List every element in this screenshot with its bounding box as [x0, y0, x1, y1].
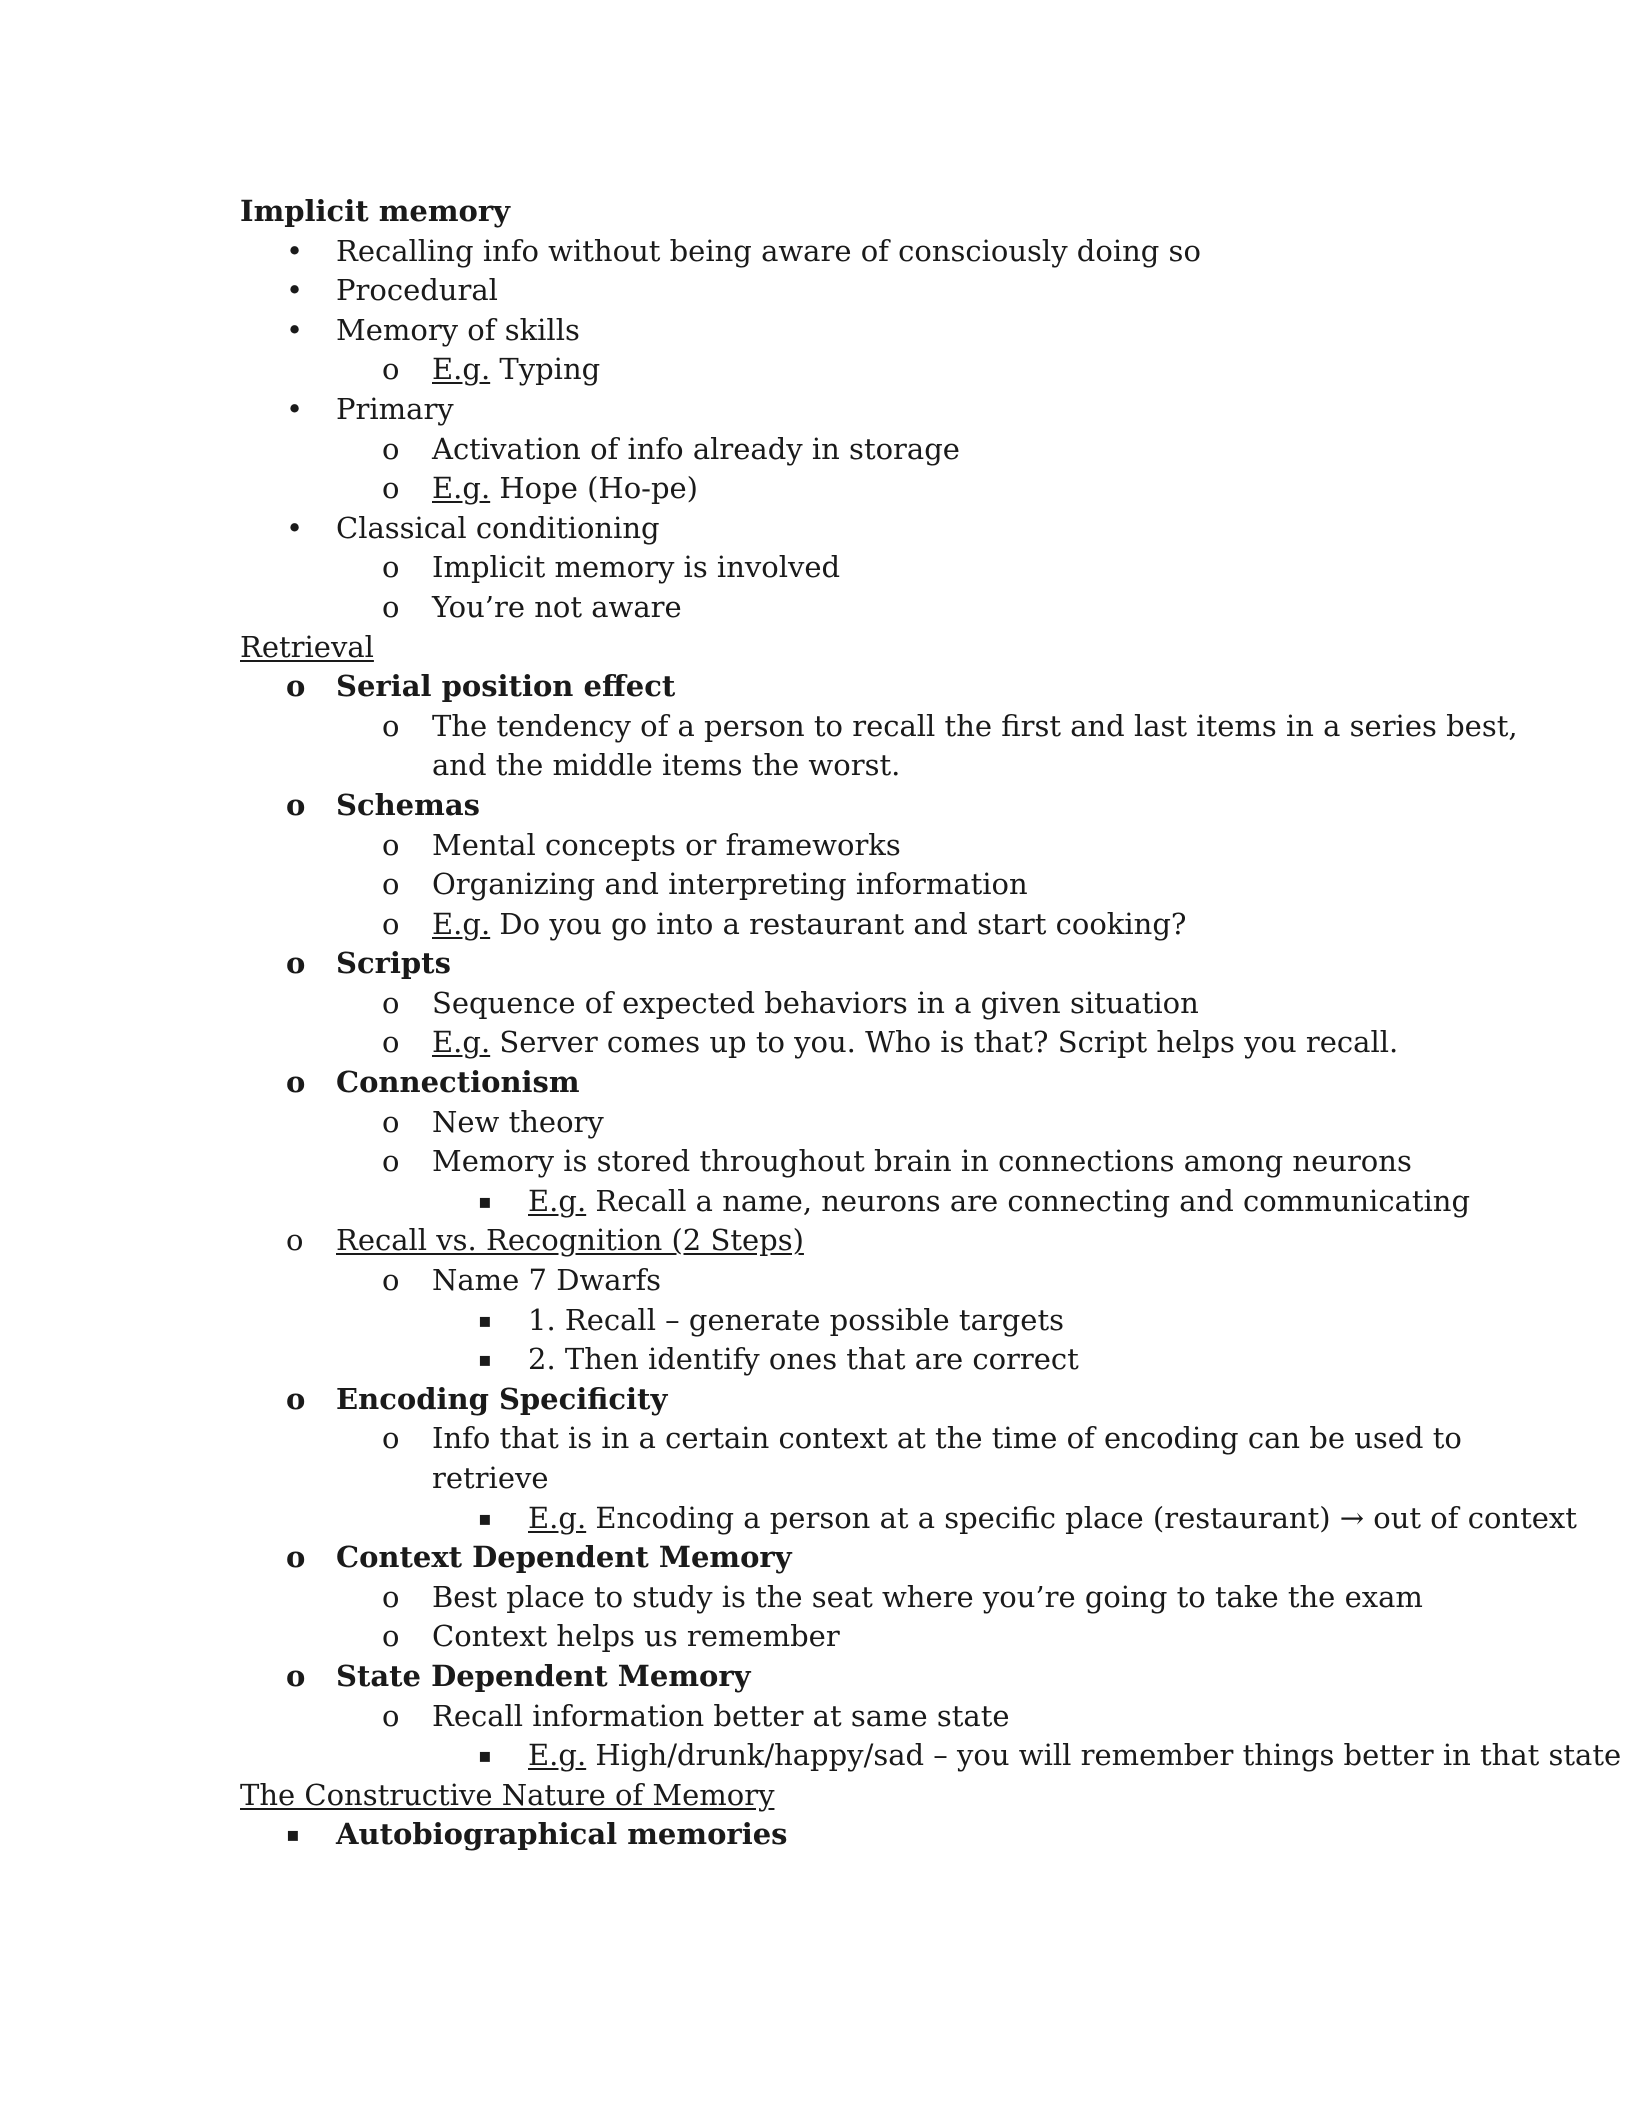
circle-marker: o — [382, 827, 400, 862]
circle-marker: o — [382, 1698, 400, 1733]
list-item — [240, 865, 1420, 905]
list-item-text: Context Dependent Memory — [336, 1540, 792, 1575]
list-item-text: Name 7 Dwarfs — [432, 1263, 662, 1298]
list-item — [240, 826, 1420, 866]
circle-marker: o — [382, 1619, 400, 1654]
list-item — [240, 232, 1420, 272]
circle-marker: o — [286, 669, 306, 704]
list-item — [240, 905, 1420, 945]
list-item-text: Hope (Ho-pe) — [490, 471, 698, 506]
list-item — [240, 984, 1420, 1024]
circle-marker: o — [382, 1025, 400, 1060]
list-item-text: Sequence of expected behaviors in a given situation — [432, 985, 1199, 1020]
example-label: E.g. — [432, 352, 491, 387]
list-item-text: Encoding Specificity — [336, 1381, 668, 1416]
list-item-text: Recall information better at same state — [432, 1698, 1010, 1733]
square-marker: ▪ — [478, 1505, 492, 1530]
list-item — [240, 786, 1420, 826]
list-item — [240, 1103, 1420, 1143]
list-item-text: Classical conditioning — [336, 510, 660, 545]
list-item — [240, 311, 1420, 351]
circle-marker: o — [382, 352, 400, 387]
list-item — [240, 1182, 1471, 1222]
circle-marker: o — [286, 1381, 306, 1416]
list-item-text: State Dependent Memory — [336, 1658, 751, 1693]
list-item-text: Activation of info already in storage — [432, 431, 960, 466]
circle-marker: o — [382, 1144, 400, 1179]
list-item-text: Memory is stored throughout brain in connections among neurons — [432, 1144, 1412, 1179]
list-item-text: Typing — [490, 352, 601, 387]
list-item — [240, 271, 1420, 311]
section-heading-implicit-memory: Implicit memory — [240, 194, 511, 228]
list-item — [240, 390, 1420, 430]
list-item — [240, 1340, 1420, 1380]
example-label: E.g. — [528, 1500, 587, 1535]
circle-marker: o — [382, 471, 400, 506]
circle-marker: o — [286, 787, 306, 822]
circle-marker: o — [382, 589, 400, 624]
bullet-marker: • — [286, 510, 304, 545]
square-marker: ▪ — [478, 1743, 492, 1768]
bullet-marker: • — [286, 273, 304, 308]
list-item-text: Server comes up to you. Who is that? Script helps you recall. — [490, 1025, 1399, 1060]
list-item-text: Connectionism — [336, 1065, 580, 1100]
bullet-marker: • — [286, 391, 304, 426]
circle-marker: o — [286, 1658, 306, 1693]
circle-marker: o — [382, 867, 400, 902]
list-item-text: Best place to study is the seat where you’re going to take the exam — [432, 1579, 1423, 1614]
list-item — [240, 469, 1420, 509]
list-item — [240, 1697, 1420, 1737]
list-item-text: Recalling info without being aware of consciously doing so — [336, 233, 1201, 268]
list-item-text: Procedural — [336, 273, 498, 308]
list-item-text: Autobiographical memories — [336, 1817, 788, 1852]
list-item-text: New theory — [432, 1104, 604, 1139]
circle-marker: o — [286, 1065, 306, 1100]
list-item — [240, 1063, 1420, 1103]
circle-marker: o — [382, 431, 400, 466]
document-body — [240, 192, 1622, 1855]
list-item-text: 1. Recall – generate possible targets — [528, 1302, 1065, 1337]
example-label: E.g. — [528, 1738, 587, 1773]
list-item-text: High/drunk/happy/sad – you will remember things better in that state — [586, 1738, 1622, 1773]
bullet-marker: • — [286, 312, 304, 347]
list-item — [240, 1023, 1420, 1063]
list-item — [240, 944, 1420, 984]
list-item — [240, 1815, 1420, 1855]
list-item-text: The tendency of a person to recall the first and last items in a series best, and the middle items the worst. — [432, 708, 1518, 783]
list-item-text: Encoding a person at a specific place (restaurant) → out of context — [586, 1500, 1577, 1535]
circle-marker: o — [382, 1104, 400, 1139]
list-item-text: You’re not aware — [432, 589, 682, 624]
example-label: E.g. — [528, 1183, 587, 1218]
list-item-text: Memory of skills — [336, 312, 580, 347]
list-item — [240, 350, 1420, 390]
list-item — [240, 1301, 1420, 1341]
circle-marker: o — [382, 1421, 400, 1456]
circle-marker: o — [286, 1223, 304, 1258]
square-marker: ▪ — [478, 1347, 492, 1372]
list-item-text: Mental concepts or frameworks — [432, 827, 901, 862]
list-item-text: Info that is in a certain context at the time of encoding can be used to retrieve — [432, 1421, 1462, 1495]
circle-marker: o — [286, 946, 306, 981]
circle-marker: o — [382, 1579, 400, 1614]
bullet-marker: • — [286, 233, 304, 268]
list-item-text: Implicit memory is involved — [432, 550, 841, 585]
circle-marker: o — [382, 708, 400, 743]
circle-marker: o — [286, 1540, 306, 1575]
list-item-text: Organizing and interpreting information — [432, 867, 1028, 902]
square-marker: ▪ — [478, 1307, 492, 1332]
list-item — [240, 1221, 1420, 1261]
list-item — [240, 509, 1420, 549]
circle-marker: o — [382, 1263, 400, 1298]
list-item — [240, 588, 1420, 628]
list-item — [240, 667, 1420, 707]
circle-marker: o — [382, 985, 400, 1020]
section-heading-constructive-memory: The Constructive Nature of Memory — [240, 1777, 775, 1812]
list-item — [240, 430, 1420, 470]
example-label: E.g. — [432, 906, 491, 941]
section-heading-retrieval: Retrieval — [240, 629, 374, 664]
list-item — [240, 1499, 1628, 1539]
list-item — [240, 548, 1420, 588]
list-item — [240, 1380, 1420, 1420]
list-item — [240, 1261, 1420, 1301]
list-item-text: Serial position effect — [336, 669, 676, 704]
circle-marker: o — [382, 906, 400, 941]
list-item-text: 2. Then identify ones that are correct — [528, 1342, 1079, 1377]
square-marker: ▪ — [286, 1822, 300, 1847]
list-item — [240, 1538, 1420, 1578]
example-label: E.g. — [432, 1025, 491, 1060]
list-item — [240, 707, 1572, 786]
circle-marker: o — [382, 550, 400, 585]
list-item — [240, 1142, 1420, 1182]
list-item-text: Context helps us remember — [432, 1619, 840, 1654]
list-item — [240, 1736, 1628, 1776]
list-item — [240, 1419, 1572, 1498]
example-label: E.g. — [432, 471, 491, 506]
list-item-text: Schemas — [336, 787, 480, 822]
list-item-text: Recall vs. Recognition (2 Steps) — [336, 1223, 804, 1258]
list-item — [240, 1617, 1420, 1657]
list-item-text: Primary — [336, 391, 454, 426]
list-item-text: Scripts — [336, 946, 451, 981]
square-marker: ▪ — [478, 1188, 492, 1213]
list-item-text: Recall a name, neurons are connecting and communicating — [586, 1183, 1471, 1218]
list-item-text: Do you go into a restaurant and start cooking? — [490, 906, 1187, 941]
list-item — [240, 1657, 1420, 1697]
list-item — [240, 1578, 1423, 1618]
